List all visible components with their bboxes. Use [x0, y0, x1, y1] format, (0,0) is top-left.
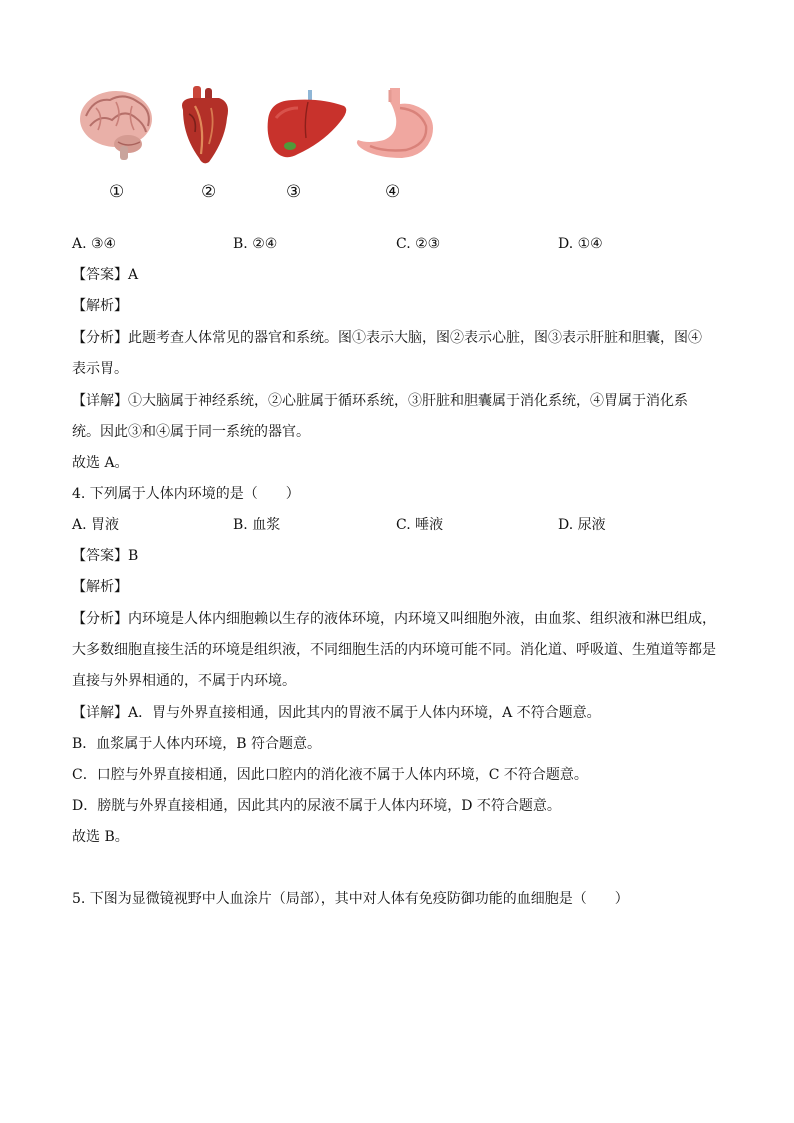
q4-stem: 4. 下列属于人体内环境的是（ ） — [72, 486, 300, 502]
q4-option-b: B. 血浆 — [233, 517, 281, 533]
q4-conclusion: 故选 B。 — [72, 829, 129, 845]
q4-detail-line-4: D．膀胱与外界直接相通，因此其内的尿液不属于人体内环境，D 不符合题意。 — [72, 798, 561, 814]
q4-option-c: C. 唾液 — [396, 517, 444, 533]
q4-analysis-line-1: 【分析】内环境是人体内细胞赖以生存的液体环境，内环境又叫细胞外液，由血浆、组织液和淋巴组成， — [72, 611, 716, 627]
brain-image — [76, 86, 156, 170]
q4-detail-line-1: 【详解】A．胃与外界直接相通，因此其内的胃液不属于人体内环境，A 不符合题意。 — [72, 705, 601, 721]
stomach-image — [350, 84, 438, 168]
q3-option-a: A. ③④ — [72, 236, 117, 252]
q5-stem: 5. 下图为显微镜视野中人血涂片（局部），其中对人体有免疫防御功能的血细胞是（ ） — [72, 891, 629, 907]
q3-analysis-line-1: 【分析】此题考查人体常见的器官和系统。图①表示大脑，图②表示心脏，图③表示肝脏和胆囊，图④ — [72, 330, 702, 346]
q4-analysis-line-2: 大多数细胞直接生活的环境是组织液，不同细胞生活的内环境可能不同。消化道、呼吸道、生殖道等都是 — [72, 642, 716, 658]
figure-label-2: ② — [201, 182, 217, 202]
q3-conclusion: 故选 A。 — [72, 455, 129, 471]
q4-option-a: A. 胃液 — [72, 517, 120, 533]
q3-detail-line-1: 【详解】①大脑属于神经系统，②心脏属于循环系统，③肝脏和胆囊属于消化系统，④胃属于消化系 — [72, 393, 688, 409]
q4-answer: 【答案】B — [72, 548, 139, 564]
q3-analysis-line-2: 表示胃。 — [72, 361, 128, 377]
q4-analysis-line-3: 直接与外界相通的，不属于内环境。 — [72, 673, 296, 689]
figure-label-3: ③ — [286, 182, 302, 202]
liver-image — [264, 90, 350, 166]
q3-option-d: D. ①④ — [558, 236, 603, 252]
q4-detail-line-3: C．口腔与外界直接相通，因此口腔内的消化液不属于人体内环境，C 不符合题意。 — [72, 767, 588, 783]
q3-analysis-title: 【解析】 — [72, 298, 128, 314]
figure-label-1: ① — [109, 182, 125, 202]
q3-option-c: C. ②③ — [396, 236, 441, 252]
q4-option-d: D. 尿液 — [558, 517, 606, 533]
q4-analysis-title: 【解析】 — [72, 579, 128, 595]
figure-label-4: ④ — [385, 182, 401, 202]
q3-option-b: B. ②④ — [233, 236, 278, 252]
q3-detail-line-2: 统。因此③和④属于同一系统的器官。 — [72, 424, 310, 440]
heart-image — [175, 84, 235, 172]
q3-answer: 【答案】A — [72, 267, 139, 283]
q4-detail-line-2: B．血浆属于人体内环境，B 符合题意。 — [72, 736, 322, 752]
